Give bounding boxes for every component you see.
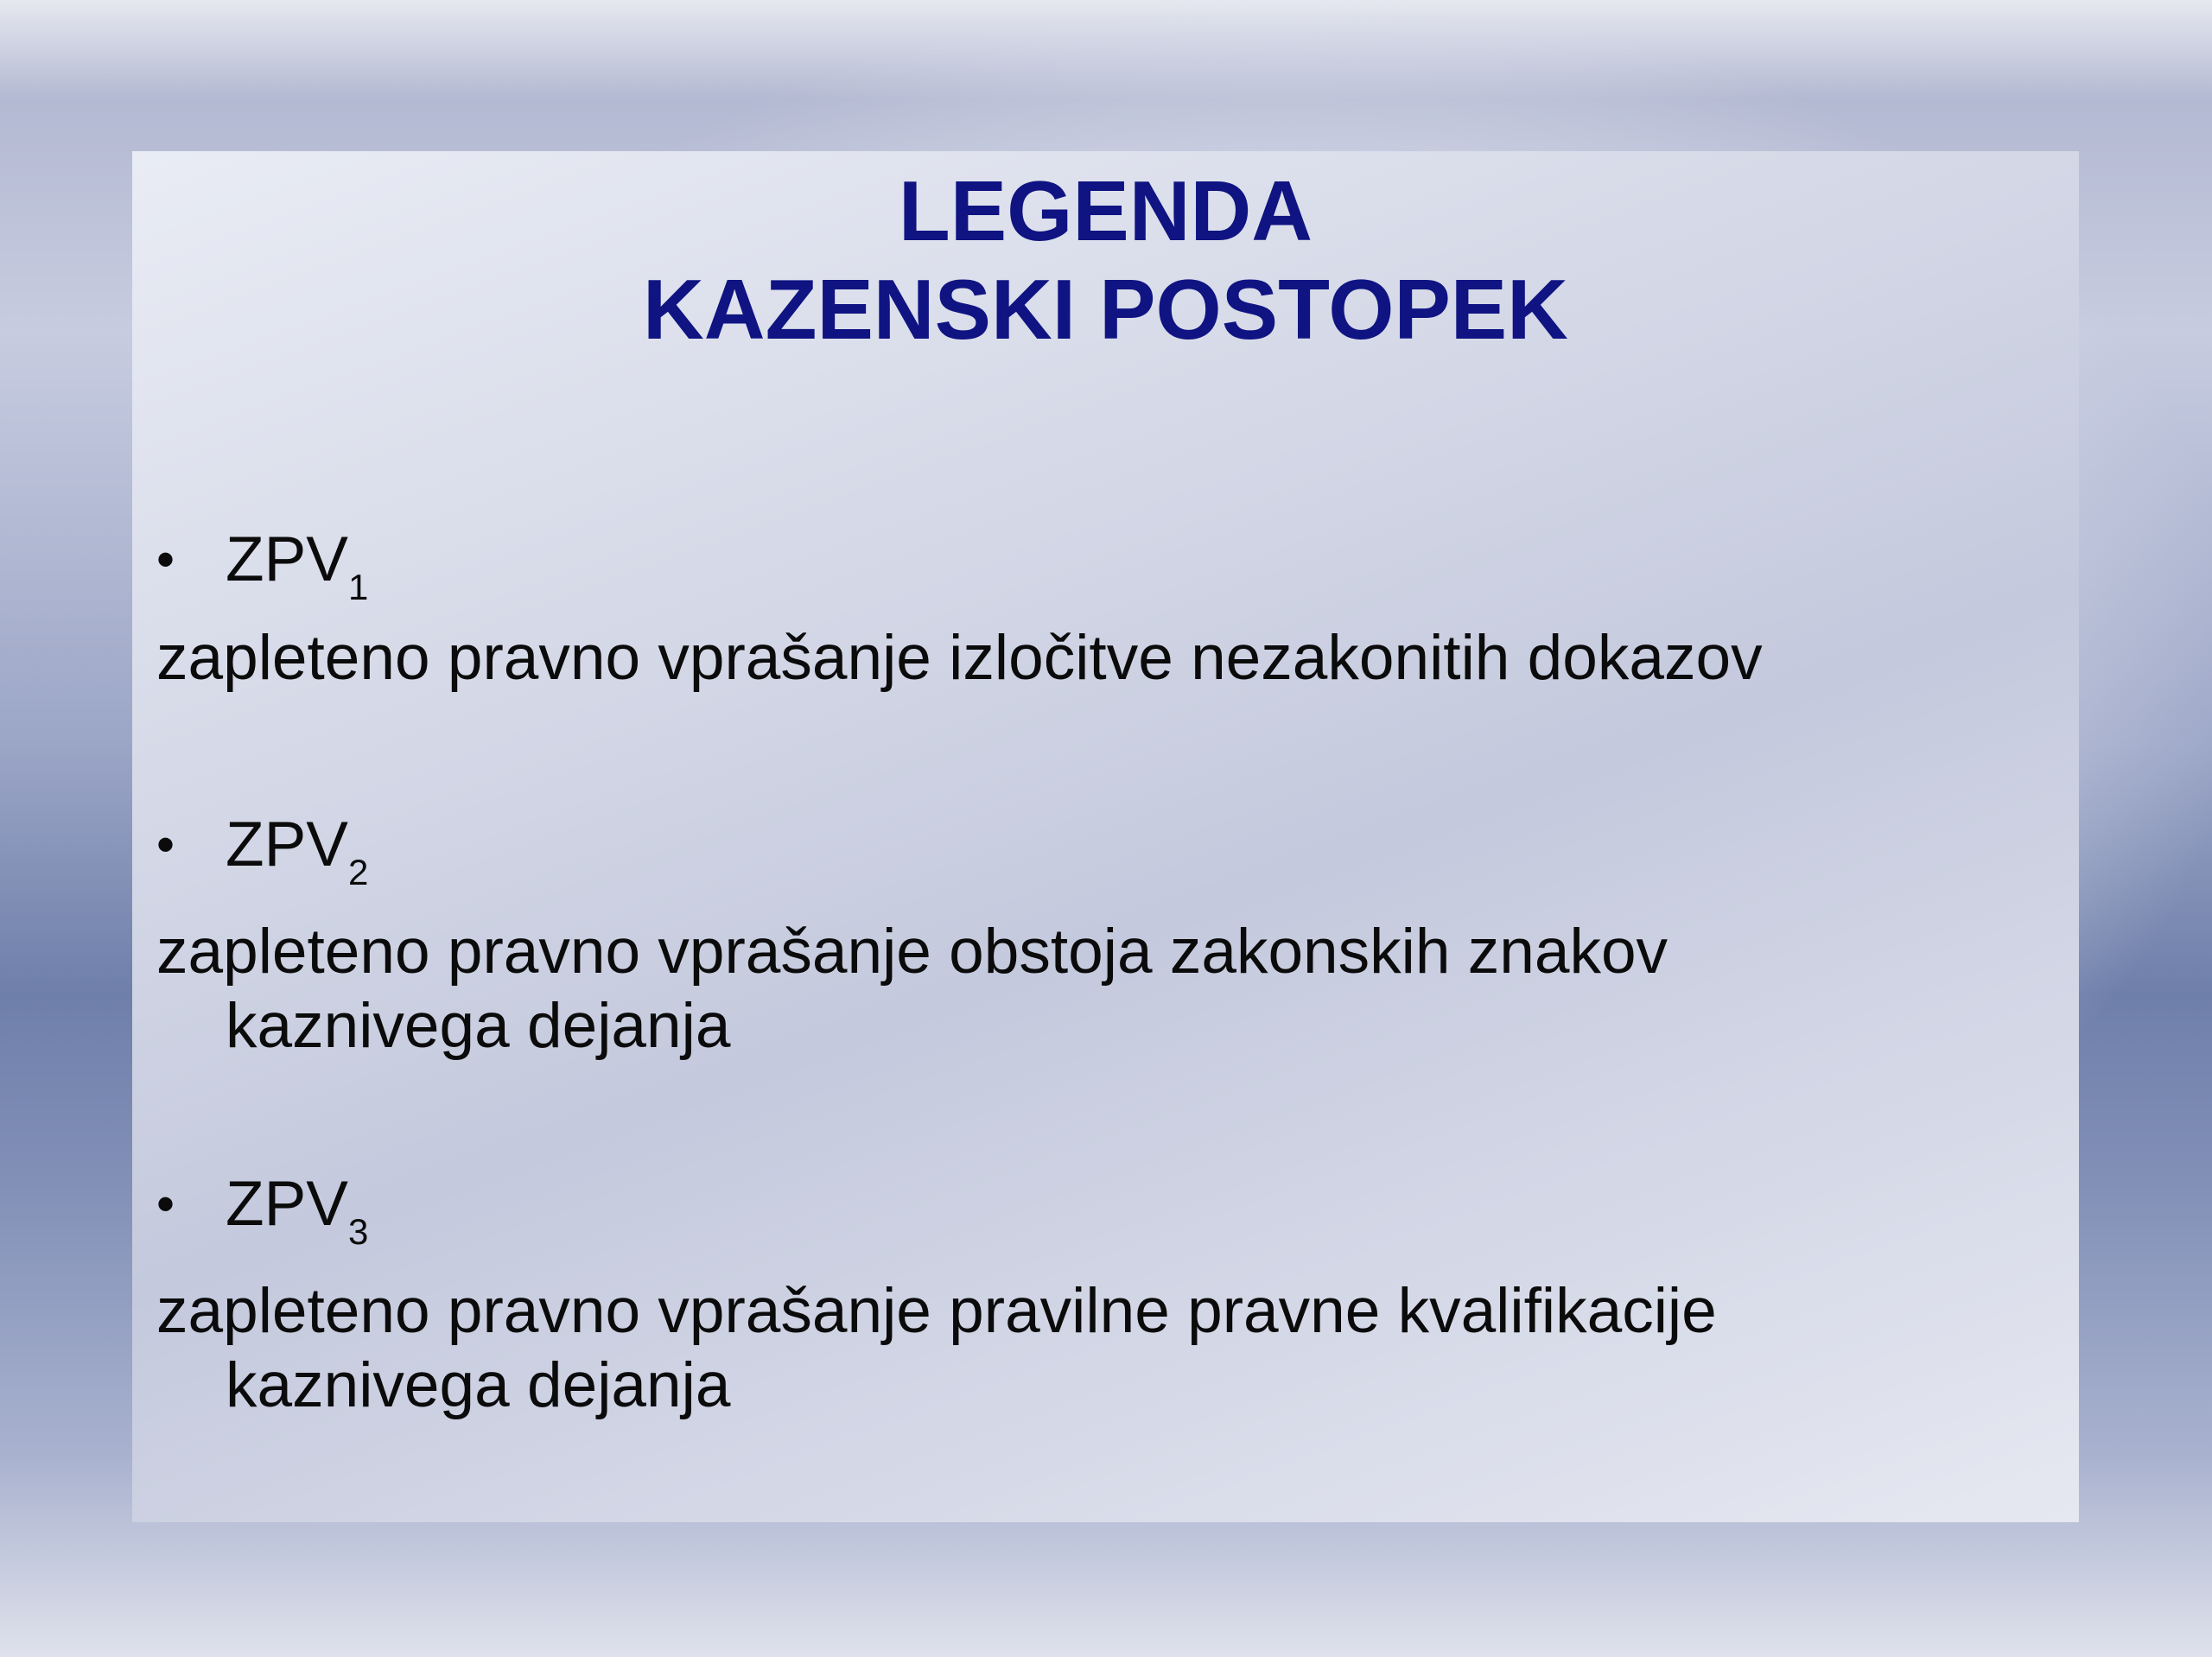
legend-item-zpv3 [156, 1167, 2057, 1252]
legend-item-zpv1 [156, 523, 2057, 607]
title-line-1: LEGENDA [898, 163, 1313, 258]
bullet-icon: • [156, 816, 175, 873]
bullet-icon: • [156, 530, 175, 588]
legend-description: zapleteno pravno vprašanje izločitve nezakonitih dokazov [156, 623, 1763, 693]
legend-term: ZPV [226, 809, 348, 879]
spacer [156, 1063, 2057, 1167]
legend-list [156, 523, 2057, 1423]
title-line-2: KAZENSKI POSTOPEK [643, 262, 1568, 357]
content-panel [132, 151, 2079, 1522]
legend-term-subscript: 2 [347, 852, 369, 892]
legend-term-subscript: 1 [347, 567, 369, 607]
legend-item-zpv2 [156, 808, 2057, 892]
legend-term: ZPV [226, 1169, 348, 1239]
legend-description: zapleteno pravno vprašanje pravilne pravne kvalifikacije kaznivega dejanja [156, 1276, 1717, 1420]
bullet-icon: • [156, 1175, 175, 1233]
slide-title [132, 162, 2079, 359]
legend-description: zapleteno pravno vprašanje obstoja zakonskih znakov kaznivega dejanja [156, 917, 1669, 1061]
spacer [156, 695, 2057, 808]
legend-term-subscript: 3 [347, 1211, 369, 1252]
legend-term: ZPV [226, 524, 348, 594]
